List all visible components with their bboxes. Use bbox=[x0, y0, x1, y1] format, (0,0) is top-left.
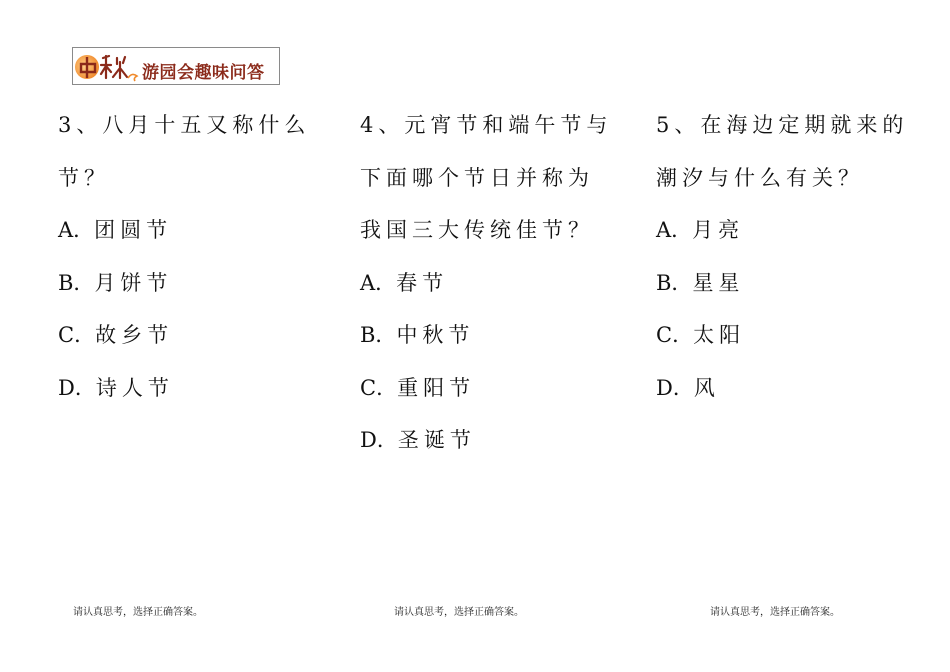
option-a[interactable] bbox=[360, 264, 610, 317]
option-letter: A． bbox=[58, 218, 95, 242]
question-text-line: 4、元宵节和端午节与 bbox=[360, 113, 613, 137]
option-d[interactable] bbox=[58, 369, 308, 422]
option-letter: C． bbox=[360, 375, 398, 400]
option-text: 星星 bbox=[692, 270, 745, 295]
option-text: 圣诞节 bbox=[397, 428, 476, 452]
option-text: 中秋节 bbox=[396, 323, 475, 347]
footer-note: 请认真思考，选择正确答案。 bbox=[710, 607, 840, 618]
option-c[interactable] bbox=[360, 369, 610, 422]
question-card-5 bbox=[656, 106, 909, 421]
option-text: 春节 bbox=[396, 270, 449, 295]
option-text: 月饼节 bbox=[94, 270, 173, 295]
option-c[interactable] bbox=[58, 316, 308, 369]
option-b[interactable] bbox=[360, 316, 610, 369]
option-a[interactable] bbox=[656, 211, 906, 264]
option-a[interactable] bbox=[58, 211, 308, 264]
option-letter: C． bbox=[656, 323, 694, 347]
question-text-line: 下面哪个节日并称为 bbox=[360, 165, 594, 190]
option-text: 风 bbox=[693, 375, 720, 400]
option-letter: B． bbox=[656, 270, 693, 295]
option-letter: A． bbox=[360, 270, 397, 295]
option-letter: B． bbox=[360, 323, 397, 347]
option-text: 月亮 bbox=[692, 218, 745, 242]
logo-glyph-qiu bbox=[101, 56, 127, 78]
option-text: 太阳 bbox=[693, 323, 746, 347]
option-text: 团圆节 bbox=[94, 218, 173, 242]
option-b[interactable] bbox=[58, 264, 308, 317]
question-card-3 bbox=[58, 106, 311, 421]
option-letter: C． bbox=[58, 323, 96, 347]
event-banner bbox=[72, 47, 280, 85]
option-letter: D． bbox=[58, 375, 96, 400]
option-letter: B． bbox=[58, 270, 95, 295]
option-c[interactable] bbox=[656, 316, 906, 369]
option-d[interactable] bbox=[360, 421, 610, 474]
swirl-decoration-icon bbox=[128, 74, 137, 81]
option-text: 故乡节 bbox=[95, 323, 174, 347]
banner-title: 游园会趣味问答 bbox=[142, 63, 265, 83]
question-text-line: 我国三大传统佳节？ bbox=[360, 218, 594, 242]
question-text-line: 3、八月十五又称什么 bbox=[58, 113, 311, 137]
option-letter: D． bbox=[360, 428, 398, 452]
option-b[interactable] bbox=[656, 264, 906, 317]
question-text-line: 潮汐与什么有关？ bbox=[656, 165, 864, 190]
footer-note: 请认真思考，选择正确答案。 bbox=[394, 607, 524, 618]
question-card-4 bbox=[360, 106, 613, 474]
option-text: 诗人节 bbox=[95, 375, 174, 400]
question-text-line: 5、在海边定期就来的 bbox=[656, 113, 909, 137]
option-text: 重阳节 bbox=[397, 375, 476, 400]
question-text-line: 节？ bbox=[58, 165, 110, 190]
option-letter: A． bbox=[656, 218, 693, 242]
option-letter: D． bbox=[656, 375, 694, 400]
footer-note: 请认真思考，选择正确答案。 bbox=[73, 607, 203, 618]
option-d[interactable] bbox=[656, 369, 906, 422]
